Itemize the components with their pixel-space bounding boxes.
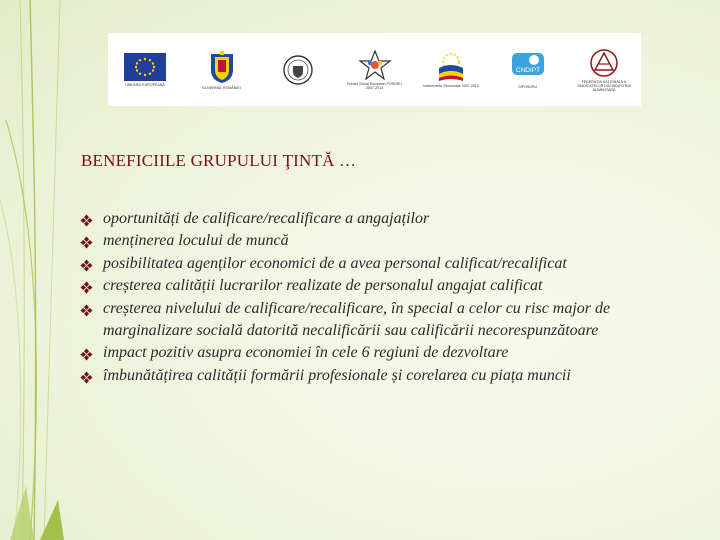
fse-logo bbox=[346, 50, 404, 90]
eu-logo bbox=[116, 53, 174, 87]
ministry-logo bbox=[269, 54, 327, 86]
federatie-emblem-icon bbox=[588, 48, 620, 78]
slide-title: BENEFICIILE GRUPULUI ŢINTĂ … bbox=[81, 151, 357, 170]
instrumente-logo-caption: Instrumente Structurale 2007-2013 bbox=[423, 83, 479, 88]
list-item bbox=[80, 365, 700, 387]
star-icon bbox=[358, 50, 392, 80]
list-item bbox=[80, 275, 700, 297]
list-item bbox=[80, 230, 700, 252]
ministry-seal-icon bbox=[282, 54, 314, 86]
list-item-text: creșterea nivelului de calificare/recalificare, în special a celor cu risc major de marginalizare socială datorită necalificării sau calificării necorespunzătoare bbox=[103, 299, 611, 340]
list-item-text: creșterea calității lucrarilor realizate de personalul angajat calificat bbox=[103, 277, 543, 295]
coat-of-arms-icon bbox=[207, 50, 237, 84]
instrumente-structurale-logo bbox=[422, 52, 480, 88]
list-item bbox=[80, 298, 700, 343]
list-item-text: oportunități de calificare/recalificare a angajaților bbox=[103, 210, 430, 227]
federatie-logo bbox=[575, 48, 633, 92]
cndipt-label: CNDIPT bbox=[515, 66, 540, 74]
cndipt-icon bbox=[510, 51, 546, 83]
romania-logo-caption: GUVERNUL ROMÂNIEI bbox=[202, 85, 241, 90]
list-item-text: posibilitatea agenților economici de a avea personal calificat/recalificat bbox=[103, 254, 567, 272]
cndipt-logo-caption: OIPOSDRU bbox=[517, 84, 538, 89]
cndipt-logo bbox=[499, 51, 557, 89]
list-item-text: menținerea locului de muncă bbox=[103, 232, 289, 250]
diamond-bullet-icon bbox=[80, 302, 93, 324]
benefits-list bbox=[80, 208, 700, 387]
eu-logo-caption: UNIUNEA EUROPEANĂ bbox=[125, 82, 165, 87]
list-item-text: impact pozitiv asupra economiei în cele 6 regiuni de dezvoltare bbox=[103, 344, 509, 362]
federatie-logo-caption: FEDERAȚIA NAȚIONALĂ A SINDICATELOR DIN INDUSTRIA ALIMENTARĂ bbox=[577, 79, 631, 92]
fse-logo-caption: Fondul Social European POSDRU 2007-2013 bbox=[347, 81, 402, 90]
flame-flag-icon bbox=[433, 52, 469, 82]
sponsor-logo-strip bbox=[108, 33, 641, 106]
list-item bbox=[80, 208, 700, 230]
eu-flag-icon bbox=[124, 53, 166, 81]
romania-logo bbox=[193, 50, 251, 90]
diamond-bullet-icon bbox=[80, 369, 93, 391]
list-item-text: îmbunătățirea calității formării profesionale și corelarea cu piața muncii bbox=[103, 366, 571, 384]
list-item bbox=[80, 253, 700, 275]
list-item bbox=[80, 342, 700, 364]
